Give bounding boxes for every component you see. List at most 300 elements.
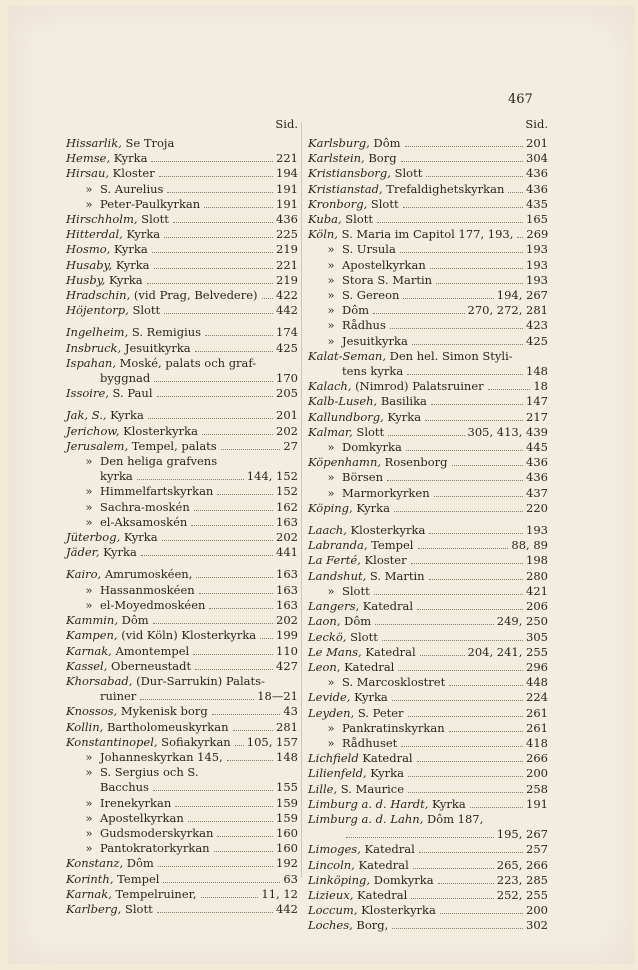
place-name: Husaby, (66, 257, 113, 272)
entry-text (66, 341, 191, 356)
entry-text (66, 288, 258, 303)
ditto-mark: » (85, 749, 93, 764)
entry-description: (vid Prag, Belvedere) (130, 288, 258, 303)
leader-dots (400, 252, 523, 253)
entry-text (308, 364, 403, 379)
page-reference: 160 (276, 825, 298, 840)
index-entry (66, 469, 298, 484)
page-reference: 261 (526, 705, 548, 720)
entry-text (66, 644, 189, 659)
entry-description: Kloster (360, 553, 407, 568)
index-entry (66, 136, 298, 151)
index-entry (66, 659, 298, 674)
leader-dots (517, 237, 523, 238)
entry-text (66, 182, 163, 197)
entry-description: Klosterkyrka (357, 903, 436, 918)
entry-text (308, 766, 404, 781)
entry-description: ruiner (100, 689, 137, 704)
index-entry (66, 598, 298, 613)
place-name: Lilienfeld, (308, 766, 367, 781)
leader-dots (153, 623, 273, 624)
leader-dots (436, 283, 523, 284)
entry-text (308, 721, 445, 736)
leader-dots (204, 207, 273, 208)
place-name: Limburg a. d. Hardt, (308, 796, 429, 811)
leader-dots (412, 344, 523, 345)
place-name: Korinth, (66, 871, 114, 886)
ditto-mark: » (85, 825, 93, 840)
place-name: Lichfield (308, 751, 359, 766)
entry-description: S. Peter (354, 705, 404, 720)
entry-description: S. Maurice (337, 781, 405, 796)
page-reference: 144, 152 (246, 469, 298, 484)
leader-dots (235, 745, 244, 746)
entry-description: el-Moyedmoskéen (100, 597, 206, 612)
leader-dots (154, 381, 273, 382)
page-reference: 193 (526, 272, 548, 287)
entry-description: S. Gereon (342, 288, 400, 303)
page-reference: 296 (526, 659, 548, 674)
page-reference: 302 (526, 918, 548, 933)
entry-description: Trefaldighetskyrkan (382, 181, 505, 196)
place-name: Kalat-Seman, (308, 348, 386, 363)
entry-description: S. Ursula (342, 242, 396, 257)
index-entry (308, 151, 548, 166)
entry-text (66, 151, 147, 166)
entry-description: Slott (128, 303, 161, 318)
page-reference: 152 (276, 484, 298, 499)
index-entry (66, 811, 298, 826)
leader-dots (193, 654, 273, 655)
place-name: Kallundborg, (308, 409, 384, 424)
page-reference: 223, 285 (496, 872, 548, 887)
page-reference: 221 (276, 151, 298, 166)
page-reference: 205 (276, 386, 298, 401)
index-entry (308, 136, 548, 151)
entry-description: Sachra-moskén (100, 499, 190, 514)
place-name: Kalb-Luseh, (308, 394, 378, 409)
index-entry (66, 151, 298, 166)
leader-dots (202, 434, 273, 435)
entry-description: S. Maria im Capitol 177, 193, (337, 227, 514, 242)
entry-text (66, 674, 265, 689)
place-name: Hirschholm, (66, 212, 138, 227)
entry-text (308, 736, 397, 751)
ditto-mark: » (327, 485, 335, 500)
index-entry (308, 736, 548, 751)
page-reference: 163 (276, 514, 298, 529)
index-entry (308, 394, 548, 409)
index-entry (66, 826, 298, 841)
leader-dots (163, 882, 280, 883)
place-name: Limoges, (308, 842, 361, 857)
index-entry (308, 523, 548, 538)
entry-description: Peter-Paulkyrkan (100, 196, 201, 211)
index-entry (66, 704, 298, 719)
entry-description: Kyrka (110, 151, 148, 166)
leader-dots (420, 655, 465, 656)
page-reference: 193 (526, 257, 548, 272)
page-reference: 270, 272, 281 (467, 303, 548, 318)
leader-dots (440, 913, 523, 914)
page-reference: 418 (526, 735, 548, 750)
entry-text (66, 325, 201, 340)
index-entry (66, 408, 298, 423)
entry-text (66, 515, 187, 530)
leader-dots (262, 298, 274, 299)
entry-description: S. Paul (108, 386, 153, 401)
page-reference: 261 (526, 720, 548, 735)
index-entry (308, 690, 548, 705)
page-reference: 201 (526, 136, 548, 150)
leader-dots (375, 624, 494, 625)
ditto-mark: » (85, 765, 93, 780)
page-reference: 217 (526, 409, 548, 424)
index-entry (66, 182, 298, 197)
index-entry (66, 166, 298, 181)
index-entry (66, 796, 298, 811)
entry-description: Hassanmoskéen (100, 582, 195, 597)
index-entry (308, 553, 548, 568)
entry-text (66, 371, 150, 386)
entry-description: Kyrka (122, 227, 161, 242)
entry-text (66, 530, 158, 545)
index-entry (66, 197, 298, 212)
leader-dots (214, 851, 273, 852)
index-entry (66, 500, 298, 515)
entry-text (308, 873, 434, 888)
index-entry (308, 227, 548, 242)
entry-text (66, 424, 198, 439)
place-name: Loches, (308, 918, 353, 933)
leader-dots (449, 685, 523, 686)
place-name: Karlstein, (308, 151, 365, 166)
entry-description: Marmorkyrken (342, 485, 430, 500)
leader-dots (392, 700, 523, 701)
place-name: Kristiansborg, (308, 166, 391, 181)
page-reference: 160 (276, 841, 298, 856)
page-reference: 191 (526, 796, 548, 811)
index-entry (308, 751, 548, 766)
leader-dots (488, 389, 531, 390)
entry-description: Kyrka (120, 530, 158, 545)
index-entry (308, 918, 548, 933)
entry-text (308, 614, 371, 629)
place-name: Kammin, (66, 613, 118, 628)
entry-text (66, 567, 192, 582)
entry-description: Kyrka (112, 257, 150, 272)
index-entry (308, 584, 548, 599)
entry-description: Bacchus (100, 780, 149, 795)
index-entry (66, 689, 298, 704)
page-reference: 163 (276, 582, 298, 597)
place-name: Konstantinopel, (66, 734, 158, 749)
place-name: Jerichow, (66, 423, 120, 438)
leader-dots (374, 594, 523, 595)
leader-dots (173, 222, 273, 223)
place-name: Kalach, (308, 379, 352, 394)
entry-text (66, 197, 200, 212)
entry-description: byggnad (100, 371, 151, 386)
leader-dots (212, 714, 281, 715)
entry-text (308, 227, 513, 242)
page-reference: 105, 157 (246, 734, 298, 749)
index-entry (308, 364, 548, 379)
leader-dots (425, 420, 523, 421)
page-reference: 436 (276, 212, 298, 227)
entry-text (308, 538, 414, 553)
index-entry (66, 325, 298, 340)
place-name: Kollin, (66, 719, 104, 734)
entry-description: Gudsmoderskyrkan (100, 825, 214, 840)
place-name: Höjentorp, (66, 303, 129, 318)
page-reference: 265, 266 (496, 857, 548, 872)
place-name: Landshut, (308, 568, 367, 583)
page-reference: 163 (276, 597, 298, 612)
leader-dots (167, 192, 273, 193)
page-reference: 423 (526, 318, 548, 333)
page-reference: 194 (276, 166, 298, 181)
entry-text (308, 273, 432, 288)
entry-list (308, 136, 548, 934)
ditto-mark: » (327, 720, 335, 735)
entry-description: Kyrka (99, 545, 137, 560)
entry-description: Dôm (118, 613, 149, 628)
entry-description: Moské, palats och graf- (116, 355, 257, 370)
entry-text (66, 826, 213, 841)
index-entry (308, 258, 548, 273)
entry-description: Klosterkyrka (119, 423, 198, 438)
entry-description: Katedral (358, 751, 413, 766)
entry-text (66, 841, 210, 856)
entry-text (66, 613, 149, 628)
entry-text (66, 439, 217, 454)
leader-dots (405, 146, 524, 147)
index-entry (308, 858, 548, 873)
page-reference: 436 (526, 166, 548, 181)
ditto-mark: » (327, 675, 335, 690)
leader-dots (147, 283, 273, 284)
index-entry (66, 288, 298, 303)
page-reference: 63 (283, 871, 298, 886)
entry-description: Katedral (340, 659, 395, 674)
entry-description: Borg, (352, 918, 389, 933)
entry-text (308, 888, 407, 903)
index-entry (308, 379, 548, 394)
index-entry (66, 371, 298, 386)
entry-text (308, 242, 396, 257)
index-entry (308, 873, 548, 888)
entry-description: Slott (352, 424, 385, 439)
index-entry (308, 599, 548, 614)
entry-text (66, 720, 229, 735)
entry-text (66, 583, 195, 598)
entry-text (66, 598, 205, 613)
index-entry (66, 567, 298, 582)
index-entry (66, 644, 298, 659)
entry-description: Johanneskyrkan 145, (100, 749, 223, 764)
leader-dots (470, 807, 523, 808)
page-reference: 427 (276, 658, 298, 673)
page-reference: 442 (276, 303, 298, 318)
entry-text (308, 394, 427, 409)
leader-dots (196, 577, 273, 578)
index-entry (308, 630, 548, 645)
page-reference: 201 (276, 408, 298, 423)
entry-text (308, 166, 422, 181)
entry-text (308, 645, 416, 660)
page-reference: 220 (526, 500, 548, 515)
page-number: 467 (508, 92, 533, 107)
page-reference: 11, 12 (261, 886, 298, 901)
entry-text (308, 349, 513, 364)
entry-description: Kyrka (428, 796, 466, 811)
index-entry (66, 530, 298, 545)
place-name: Laach, (308, 523, 347, 538)
ditto-mark: » (327, 333, 335, 348)
leader-dots (159, 176, 273, 177)
index-entry (66, 872, 298, 887)
page-reference: 425 (276, 340, 298, 355)
index-entry (308, 614, 548, 629)
entry-text (66, 887, 197, 902)
index-entry (66, 720, 298, 735)
entry-description: Pankratinskyrkan (342, 720, 445, 735)
page-reference: 191 (276, 181, 298, 196)
entry-text (308, 151, 397, 166)
place-name: Kassel, (66, 658, 108, 673)
place-name: Leon, (308, 659, 341, 674)
place-name: Hissarlik, (66, 136, 122, 150)
entry-description: Amontempel (111, 643, 190, 658)
entry-text (66, 454, 217, 469)
entry-description: Himmelfartskyrkan (100, 484, 214, 499)
leader-dots (390, 328, 523, 329)
place-name: Jak, S., (66, 408, 107, 423)
entry-description: Kyrka (366, 766, 404, 781)
entry-description: Apostelkyrkan (100, 810, 184, 825)
page-reference: 436 (526, 470, 548, 485)
entry-text (66, 796, 171, 811)
entry-text (308, 782, 404, 797)
place-name: Lille, (308, 781, 338, 796)
entry-text (66, 628, 256, 643)
leader-dots (346, 837, 494, 838)
entry-description: Katedral (359, 599, 414, 614)
entry-description: Mykenisk borg (117, 704, 208, 719)
page-reference: 281 (276, 719, 298, 734)
index-entry (308, 782, 548, 797)
index-entry (66, 454, 298, 469)
index-entry (66, 424, 298, 439)
index-entry (308, 166, 548, 181)
entry-description: Kyrka (352, 500, 391, 515)
entry-description: Slott (390, 166, 423, 181)
index-entry (66, 545, 298, 560)
index-entry (308, 797, 548, 812)
ditto-mark: » (85, 499, 93, 514)
entry-description: Slott (346, 629, 378, 644)
page-reference: 436 (526, 181, 548, 196)
entry-text (308, 584, 370, 599)
entry-text (66, 750, 223, 765)
entry-text (66, 258, 150, 273)
entry-text (66, 704, 208, 719)
leader-dots (164, 237, 273, 238)
leader-dots (407, 374, 523, 375)
entry-description: (Dur-Sarrukin) Palats- (132, 673, 265, 688)
entry-list (66, 136, 298, 917)
entry-text (308, 455, 448, 470)
leader-dots (152, 252, 273, 253)
entry-text (308, 751, 413, 766)
leader-dots (406, 450, 523, 451)
entry-text (308, 858, 409, 873)
ditto-mark: » (85, 514, 93, 529)
page-reference: 88, 89 (511, 538, 548, 553)
page-reference: 269 (526, 227, 549, 242)
entry-text (66, 242, 148, 257)
entry-description: Rådhus (342, 318, 386, 333)
entry-text (66, 166, 155, 181)
leader-dots (417, 609, 523, 610)
page-reference: 249, 250 (496, 614, 548, 629)
leader-dots (426, 176, 523, 177)
leader-dots (388, 435, 464, 436)
entry-description: Katedral (361, 644, 416, 659)
place-name: Khorsabad, (66, 673, 133, 688)
index-entry (66, 780, 298, 795)
entry-description: Kyrka (383, 409, 422, 424)
index-entry (66, 341, 298, 356)
page-reference: 202 (276, 613, 298, 628)
index-entry (66, 856, 298, 871)
entry-text (66, 811, 184, 826)
entry-description: tens kyrka (342, 364, 404, 379)
place-name: Köping, (308, 500, 353, 515)
place-name: Karlsburg, (308, 136, 370, 150)
entry-text (308, 812, 483, 827)
page-reference: 437 (526, 485, 548, 500)
entry-description: Slott (121, 901, 153, 916)
leader-dots (137, 479, 244, 480)
place-name: La Ferté, (308, 553, 361, 568)
index-entry (308, 334, 548, 349)
index-page (8, 6, 634, 964)
ditto-mark: » (327, 303, 335, 318)
index-entry (66, 303, 298, 318)
page-reference: 163 (276, 567, 298, 582)
index-entry (308, 812, 548, 827)
ditto-mark: » (327, 257, 335, 272)
index-entry (66, 613, 298, 628)
index-entry (66, 227, 298, 242)
index-entry (308, 675, 548, 690)
ditto-mark: » (327, 318, 335, 333)
ditto-mark: » (85, 582, 93, 597)
index-entry (308, 318, 548, 333)
index-entry (308, 273, 548, 288)
leader-dots (418, 548, 509, 549)
page-reference: 448 (526, 675, 548, 690)
leader-dots (408, 776, 523, 777)
entry-text (308, 903, 436, 918)
entry-description: Borg (364, 151, 397, 166)
page-reference: 202 (276, 530, 298, 545)
entry-text (308, 136, 401, 151)
page-reference: 436 (526, 455, 548, 470)
leader-dots (199, 593, 273, 594)
